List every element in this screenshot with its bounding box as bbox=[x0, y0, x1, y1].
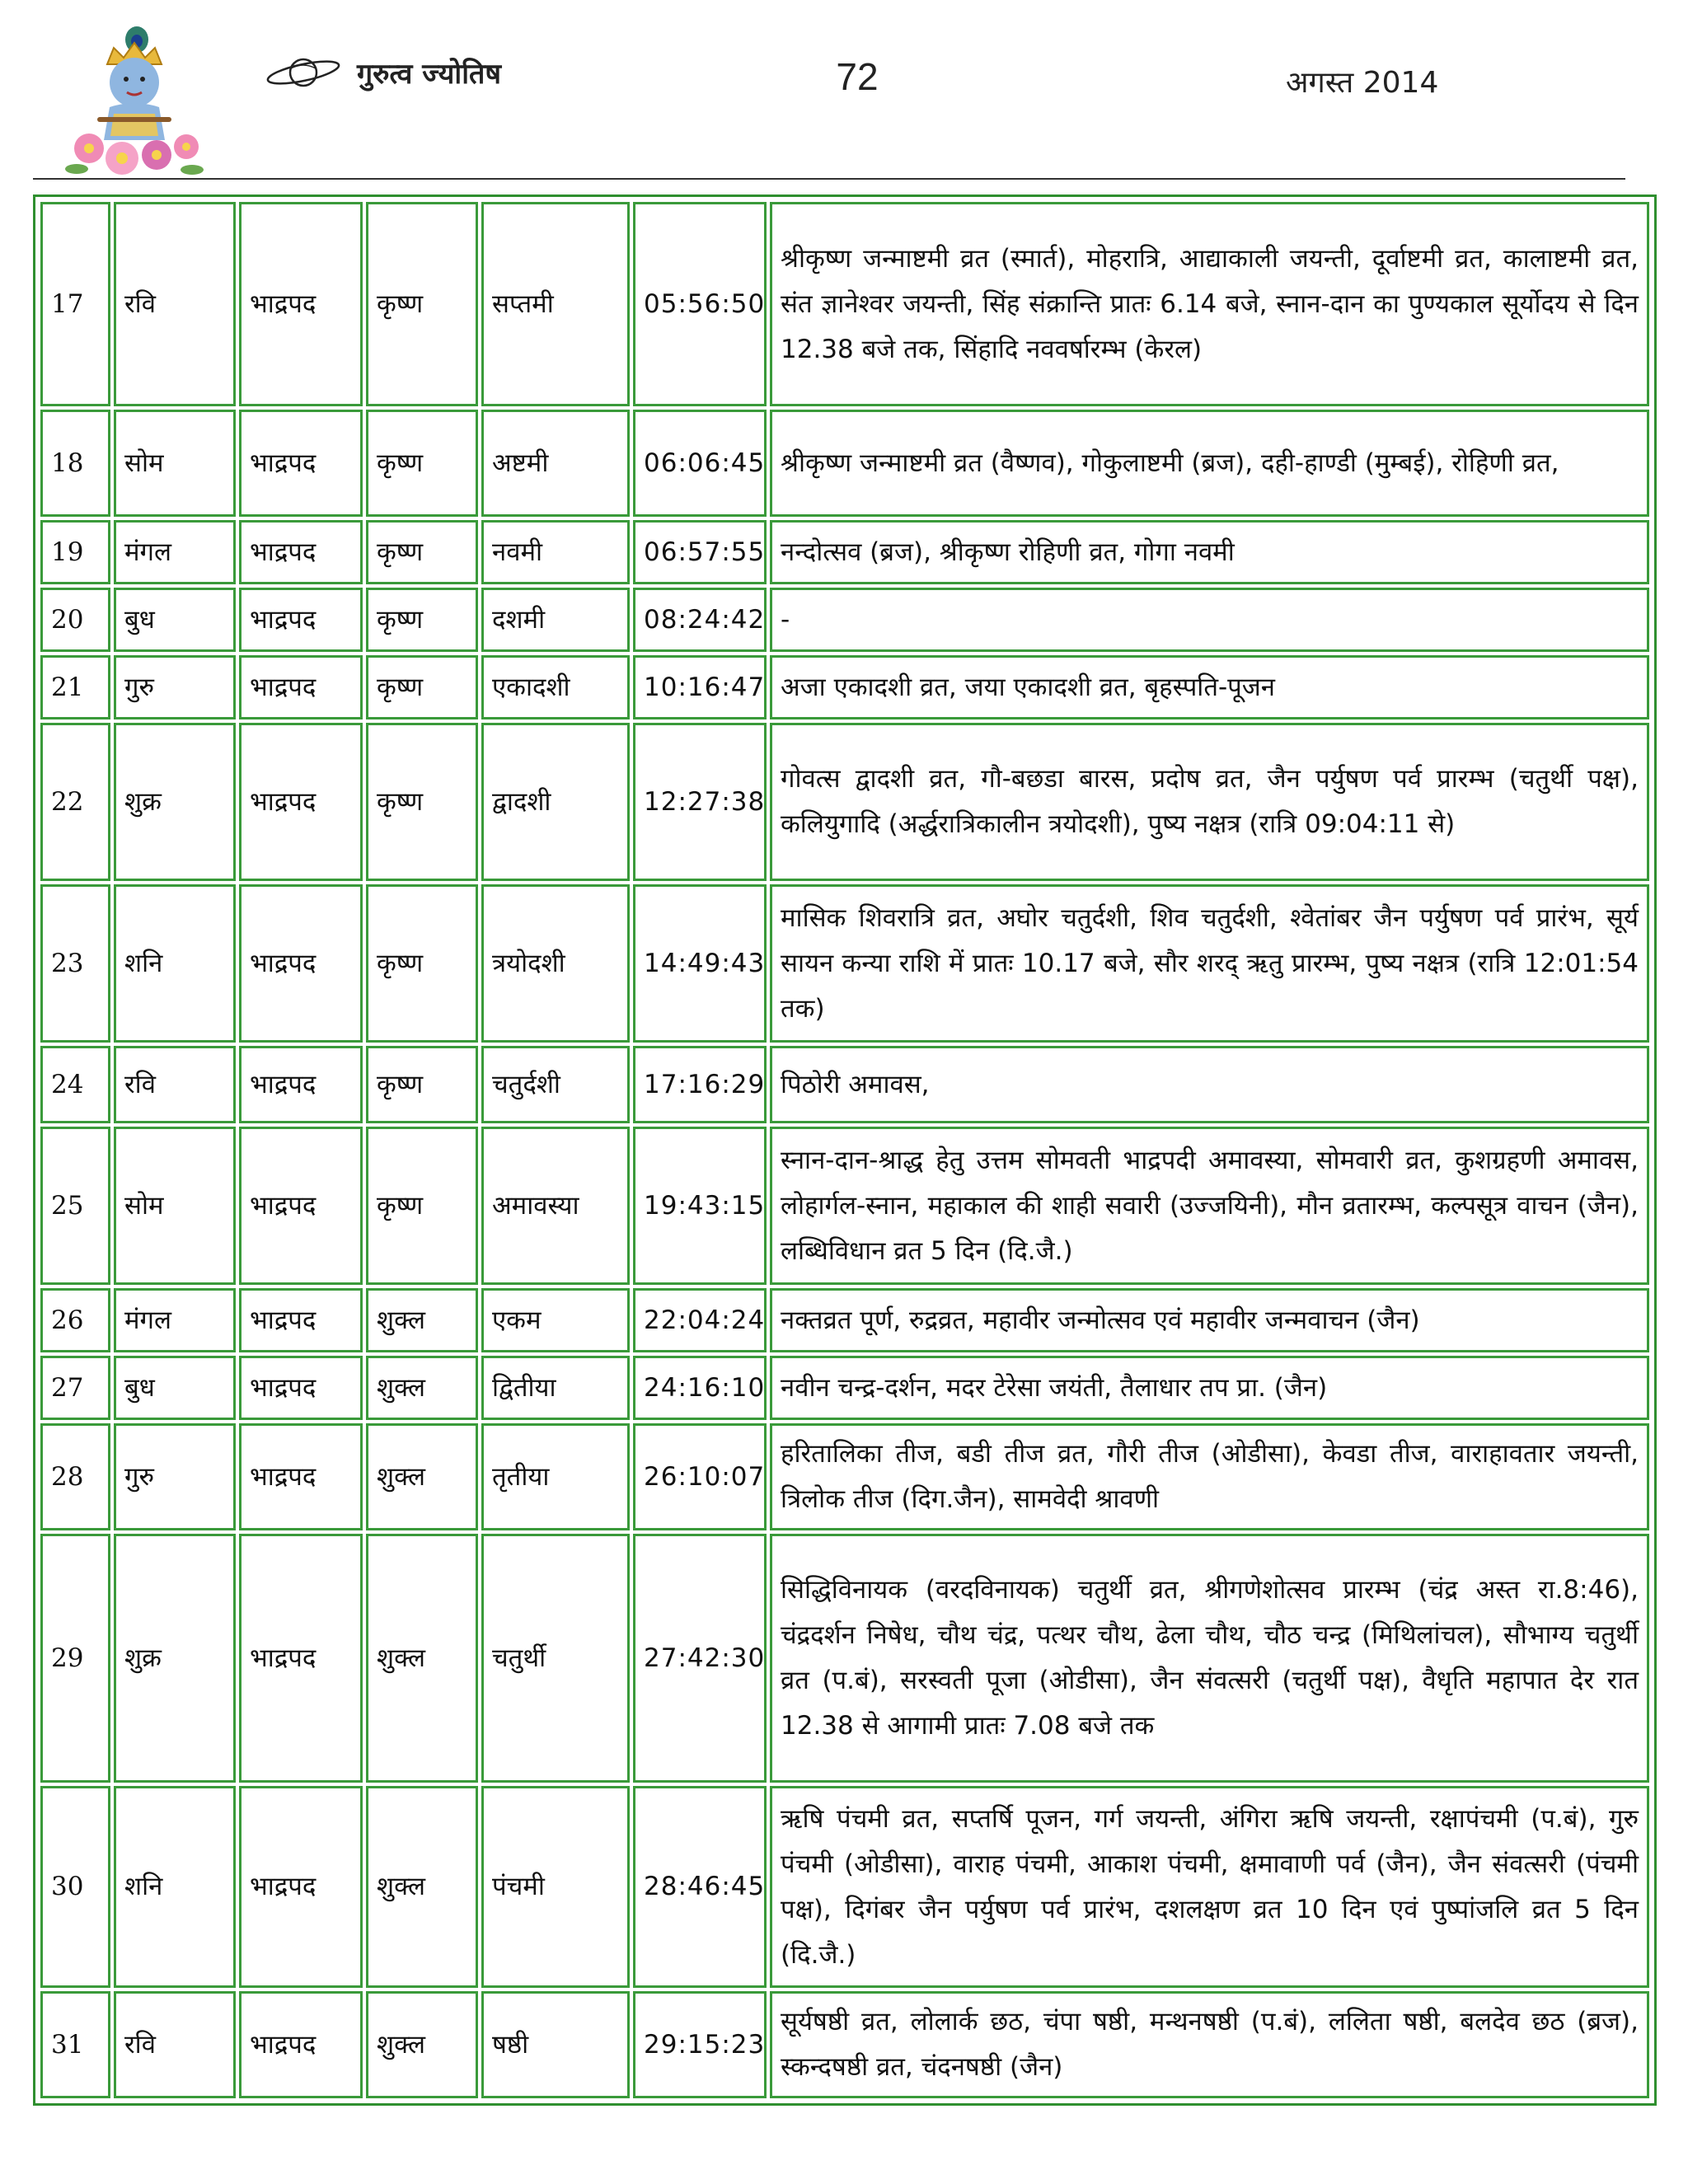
month-cell: भाद्रपद bbox=[239, 1288, 363, 1352]
festivals-cell: श्रीकृष्ण जन्माष्टमी व्रत (वैष्णव), गोकुलाष्टमी (ब्रज), दही-हाण्डी (मुम्बई), रोहिणी व्रत, bbox=[770, 410, 1649, 517]
festivals-cell: नन्दोत्सव (ब्रज), श्रीकृष्ण रोहिणी व्रत, गोगा नवमी bbox=[770, 520, 1649, 584]
tithi-end-time-cell: 14:49:43 bbox=[633, 884, 767, 1043]
month-cell: भाद्रपद bbox=[239, 1991, 363, 2098]
weekday-cell: रवि bbox=[114, 202, 236, 406]
paksha-cell: शुक्ल bbox=[366, 1786, 478, 1988]
tithi-cell: एकादशी bbox=[481, 655, 630, 719]
panchang-table-body bbox=[40, 202, 1649, 2098]
tithi-cell: अमावस्या bbox=[481, 1127, 630, 1285]
tithi-end-time-cell: 10:16:47 bbox=[633, 655, 767, 719]
month-cell: भाद्रपद bbox=[239, 1046, 363, 1123]
paksha-cell: कृष्ण bbox=[366, 202, 478, 406]
table-row bbox=[40, 1288, 1649, 1352]
festivals-cell: - bbox=[770, 588, 1649, 652]
table-row bbox=[40, 520, 1649, 584]
saturn-planet-icon bbox=[264, 52, 342, 93]
weekday-cell: शनि bbox=[114, 884, 236, 1043]
tithi-cell: द्वितीया bbox=[481, 1356, 630, 1420]
date-cell: 22 bbox=[40, 723, 110, 881]
page-header bbox=[0, 0, 1688, 181]
table-row bbox=[40, 1534, 1649, 1783]
tithi-end-time-cell: 06:06:45 bbox=[633, 410, 767, 517]
tithi-cell: षष्ठी bbox=[481, 1991, 630, 2098]
festivals-cell: सिद्धिविनायक (वरदविनायक) चतुर्थी व्रत, श्रीगणेशोत्सव प्रारम्भ (चंद्र अस्त रा.8:46), चंद्रदर्शन निषेध, चौथ चंद्र, पत्थर चौथ, ढेला चौथ, चौठ चन्द्र (मिथिलांचल), सौभाग्य चतुर्थी व्रत (प.बं), सरस्वती पूजा (ओडीसा), जैन संवत्सरी (चतुर्थी पक्ष), वैधृति महापात देर रात 12.38 से आगामी प्रातः 7.08 बजे तक bbox=[770, 1534, 1649, 1783]
festivals-cell: हरितालिका तीज, बडी तीज व्रत, गौरी तीज (ओडीसा), केवडा तीज, वाराहावतार जयन्ती, त्रिलोक तीज (दिग.जैन), सामवेदी श्रावणी bbox=[770, 1423, 1649, 1530]
tithi-end-time-cell: 22:04:24 bbox=[633, 1288, 767, 1352]
month-cell: भाद्रपद bbox=[239, 884, 363, 1043]
tithi-cell: एकम bbox=[481, 1288, 630, 1352]
festivals-cell: ऋषि पंचमी व्रत, सप्तर्षि पूजन, गर्ग जयन्ती, अंगिरा ऋषि जयन्ती, रक्षापंचमी (प.बं), गुरु पंचमी (ओडीसा), वाराह पंचमी, आकाश पंचमी, क्षमावाणी पर्व (जैन), जैन संवत्सरी (पंचमी पक्ष), दिगंबर जैन पर्युषण पर्व प्रारंभ, दशलक्षण व्रत 10 दिन एवं पुष्पांजलि व्रत 5 दिन (दि.जै.) bbox=[770, 1786, 1649, 1988]
month-cell: भाद्रपद bbox=[239, 1127, 363, 1285]
table-row bbox=[40, 884, 1649, 1043]
date-cell: 20 bbox=[40, 588, 110, 652]
tithi-end-time-cell: 28:46:45 bbox=[633, 1786, 767, 1988]
tithi-cell: दशमी bbox=[481, 588, 630, 652]
weekday-cell: शुक्र bbox=[114, 1534, 236, 1783]
tithi-end-time-cell: 12:27:38 bbox=[633, 723, 767, 881]
tithi-cell: अष्टमी bbox=[481, 410, 630, 517]
table-row bbox=[40, 655, 1649, 719]
date-cell: 18 bbox=[40, 410, 110, 517]
date-cell: 21 bbox=[40, 655, 110, 719]
paksha-cell: शुक्ल bbox=[366, 1991, 478, 2098]
month-cell: भाद्रपद bbox=[239, 1423, 363, 1530]
tithi-end-time-cell: 05:56:50 bbox=[633, 202, 767, 406]
month-cell: भाद्रपद bbox=[239, 723, 363, 881]
month-cell: भाद्रपद bbox=[239, 410, 363, 517]
month-cell: भाद्रपद bbox=[239, 588, 363, 652]
table-row bbox=[40, 1356, 1649, 1420]
tithi-end-time-cell: 26:10:07 bbox=[633, 1423, 767, 1530]
tithi-end-time-cell: 29:15:23 bbox=[633, 1991, 767, 2098]
table-row bbox=[40, 410, 1649, 517]
date-cell: 24 bbox=[40, 1046, 110, 1123]
date-cell: 19 bbox=[40, 520, 110, 584]
panchang-table-frame bbox=[33, 194, 1657, 2106]
month-cell: भाद्रपद bbox=[239, 1534, 363, 1783]
festivals-cell: गोवत्स द्वादशी व्रत, गौ-बछडा बारस, प्रदोष व्रत, जैन पर्युषण पर्व प्रारम्भ (चतुर्थी पक्ष), कलियुगादि (अर्द्धरात्रिकालीन त्रयोदशी), पुष्य नक्षत्र (रात्रि 09:04:11 से) bbox=[770, 723, 1649, 881]
paksha-cell: कृष्ण bbox=[366, 410, 478, 517]
month-cell: भाद्रपद bbox=[239, 655, 363, 719]
tithi-end-time-cell: 24:16:10 bbox=[633, 1356, 767, 1420]
tithi-cell: चतुर्थी bbox=[481, 1534, 630, 1783]
paksha-cell: कृष्ण bbox=[366, 520, 478, 584]
tithi-cell: द्वादशी bbox=[481, 723, 630, 881]
festivals-cell: अजा एकादशी व्रत, जया एकादशी व्रत, बृहस्पति-पूजन bbox=[770, 655, 1649, 719]
tithi-cell: नवमी bbox=[481, 520, 630, 584]
table-row bbox=[40, 1423, 1649, 1530]
paksha-cell: कृष्ण bbox=[366, 723, 478, 881]
tithi-end-time-cell: 08:24:42 bbox=[633, 588, 767, 652]
paksha-cell: शुक्ल bbox=[366, 1423, 478, 1530]
weekday-cell: गुरु bbox=[114, 655, 236, 719]
table-row bbox=[40, 1991, 1649, 2098]
festivals-cell: श्रीकृष्ण जन्माष्टमी व्रत (स्मार्त), मोहरात्रि, आद्याकाली जयन्ती, दूर्वाष्टमी व्रत, कालाष्टमी व्रत, संत ज्ञानेश्वर जयन्ती, सिंह संक्रान्ति प्रातः 6.14 बजे, स्नान-दान का पुण्यकाल सूर्योदय से दिन 12.38 बजे तक, सिंहादि नववर्षारम्भ (केरल) bbox=[770, 202, 1649, 406]
weekday-cell: मंगल bbox=[114, 520, 236, 584]
tithi-cell: तृतीया bbox=[481, 1423, 630, 1530]
publication-title: गुरुत्व ज्योतिष bbox=[357, 58, 502, 91]
date-cell: 29 bbox=[40, 1534, 110, 1783]
page-number: 72 bbox=[836, 55, 879, 98]
month-cell: भाद्रपद bbox=[239, 520, 363, 584]
date-cell: 17 bbox=[40, 202, 110, 406]
weekday-cell: सोम bbox=[114, 1127, 236, 1285]
table-row bbox=[40, 1046, 1649, 1123]
paksha-cell: कृष्ण bbox=[366, 884, 478, 1043]
tithi-cell: त्रयोदशी bbox=[481, 884, 630, 1043]
date-cell: 31 bbox=[40, 1991, 110, 2098]
date-cell: 26 bbox=[40, 1288, 110, 1352]
festivals-cell: पिठोरी अमावस, bbox=[770, 1046, 1649, 1123]
weekday-cell: गुरु bbox=[114, 1423, 236, 1530]
festivals-cell: मासिक शिवरात्रि व्रत, अघोर चतुर्दशी, शिव चतुर्दशी, श्वेतांबर जैन पर्युषण पर्व प्रारंभ, सूर्य सायन कन्या राशि में प्रातः 10.17 बजे, सौर शरद् ऋतु प्रारम्भ, पुष्य नक्षत्र (रात्रि 12:01:54 तक) bbox=[770, 884, 1649, 1043]
weekday-cell: बुध bbox=[114, 588, 236, 652]
panchang-table bbox=[37, 199, 1653, 2102]
krishna-flowers-illustration-icon bbox=[64, 25, 204, 177]
paksha-cell: कृष्ण bbox=[366, 1046, 478, 1123]
weekday-cell: बुध bbox=[114, 1356, 236, 1420]
paksha-cell: कृष्ण bbox=[366, 1127, 478, 1285]
festivals-cell: नक्तव्रत पूर्ण, रुद्रव्रत, महावीर जन्मोत्सव एवं महावीर जन्मवाचन (जैन) bbox=[770, 1288, 1649, 1352]
tithi-cell: सप्तमी bbox=[481, 202, 630, 406]
header-divider bbox=[33, 178, 1625, 180]
date-cell: 28 bbox=[40, 1423, 110, 1530]
table-row bbox=[40, 202, 1649, 406]
festivals-cell: नवीन चन्द्र-दर्शन, मदर टेरेसा जयंती, तैलाधार तप प्रा. (जैन) bbox=[770, 1356, 1649, 1420]
date-cell: 30 bbox=[40, 1786, 110, 1988]
table-row bbox=[40, 723, 1649, 881]
date-cell: 23 bbox=[40, 884, 110, 1043]
paksha-cell: शुक्ल bbox=[366, 1534, 478, 1783]
issue-date: अगस्त 2014 bbox=[1286, 66, 1439, 100]
weekday-cell: मंगल bbox=[114, 1288, 236, 1352]
festivals-cell: स्नान-दान-श्राद्ध हेतु उत्तम सोमवती भाद्रपदी अमावस्या, सोमवारी व्रत, कुशग्रहणी अमावस, लोहार्गल-स्नान, महाकाल की शाही सवारी (उज्जयिनी), मौन व्रतारम्भ, कल्पसूत्र वाचन (जैन), लब्धिविधान व्रत 5 दिन (दि.जै.) bbox=[770, 1127, 1649, 1285]
paksha-cell: कृष्ण bbox=[366, 588, 478, 652]
weekday-cell: रवि bbox=[114, 1991, 236, 2098]
table-row bbox=[40, 1786, 1649, 1988]
tithi-end-time-cell: 19:43:15 bbox=[633, 1127, 767, 1285]
table-row bbox=[40, 1127, 1649, 1285]
paksha-cell: शुक्ल bbox=[366, 1356, 478, 1420]
month-cell: भाद्रपद bbox=[239, 1356, 363, 1420]
date-cell: 27 bbox=[40, 1356, 110, 1420]
weekday-cell: सोम bbox=[114, 410, 236, 517]
month-cell: भाद्रपद bbox=[239, 202, 363, 406]
weekday-cell: शुक्र bbox=[114, 723, 236, 881]
paksha-cell: शुक्ल bbox=[366, 1288, 478, 1352]
paksha-cell: कृष्ण bbox=[366, 655, 478, 719]
tithi-cell: पंचमी bbox=[481, 1786, 630, 1988]
tithi-cell: चतुर्दशी bbox=[481, 1046, 630, 1123]
tithi-end-time-cell: 27:42:30 bbox=[633, 1534, 767, 1783]
weekday-cell: शनि bbox=[114, 1786, 236, 1988]
month-cell: भाद्रपद bbox=[239, 1786, 363, 1988]
festivals-cell: सूर्यषष्ठी व्रत, लोलार्क छठ, चंपा षष्ठी, मन्थनषष्ठी (प.बं), ललिता षष्ठी, बलदेव छठ (ब्रज), स्कन्दषष्ठी व्रत, चंदनषष्ठी (जैन) bbox=[770, 1991, 1649, 2098]
tithi-end-time-cell: 17:16:29 bbox=[633, 1046, 767, 1123]
table-row bbox=[40, 588, 1649, 652]
weekday-cell: रवि bbox=[114, 1046, 236, 1123]
tithi-end-time-cell: 06:57:55 bbox=[633, 520, 767, 584]
date-cell: 25 bbox=[40, 1127, 110, 1285]
publication-title-block bbox=[264, 48, 501, 97]
